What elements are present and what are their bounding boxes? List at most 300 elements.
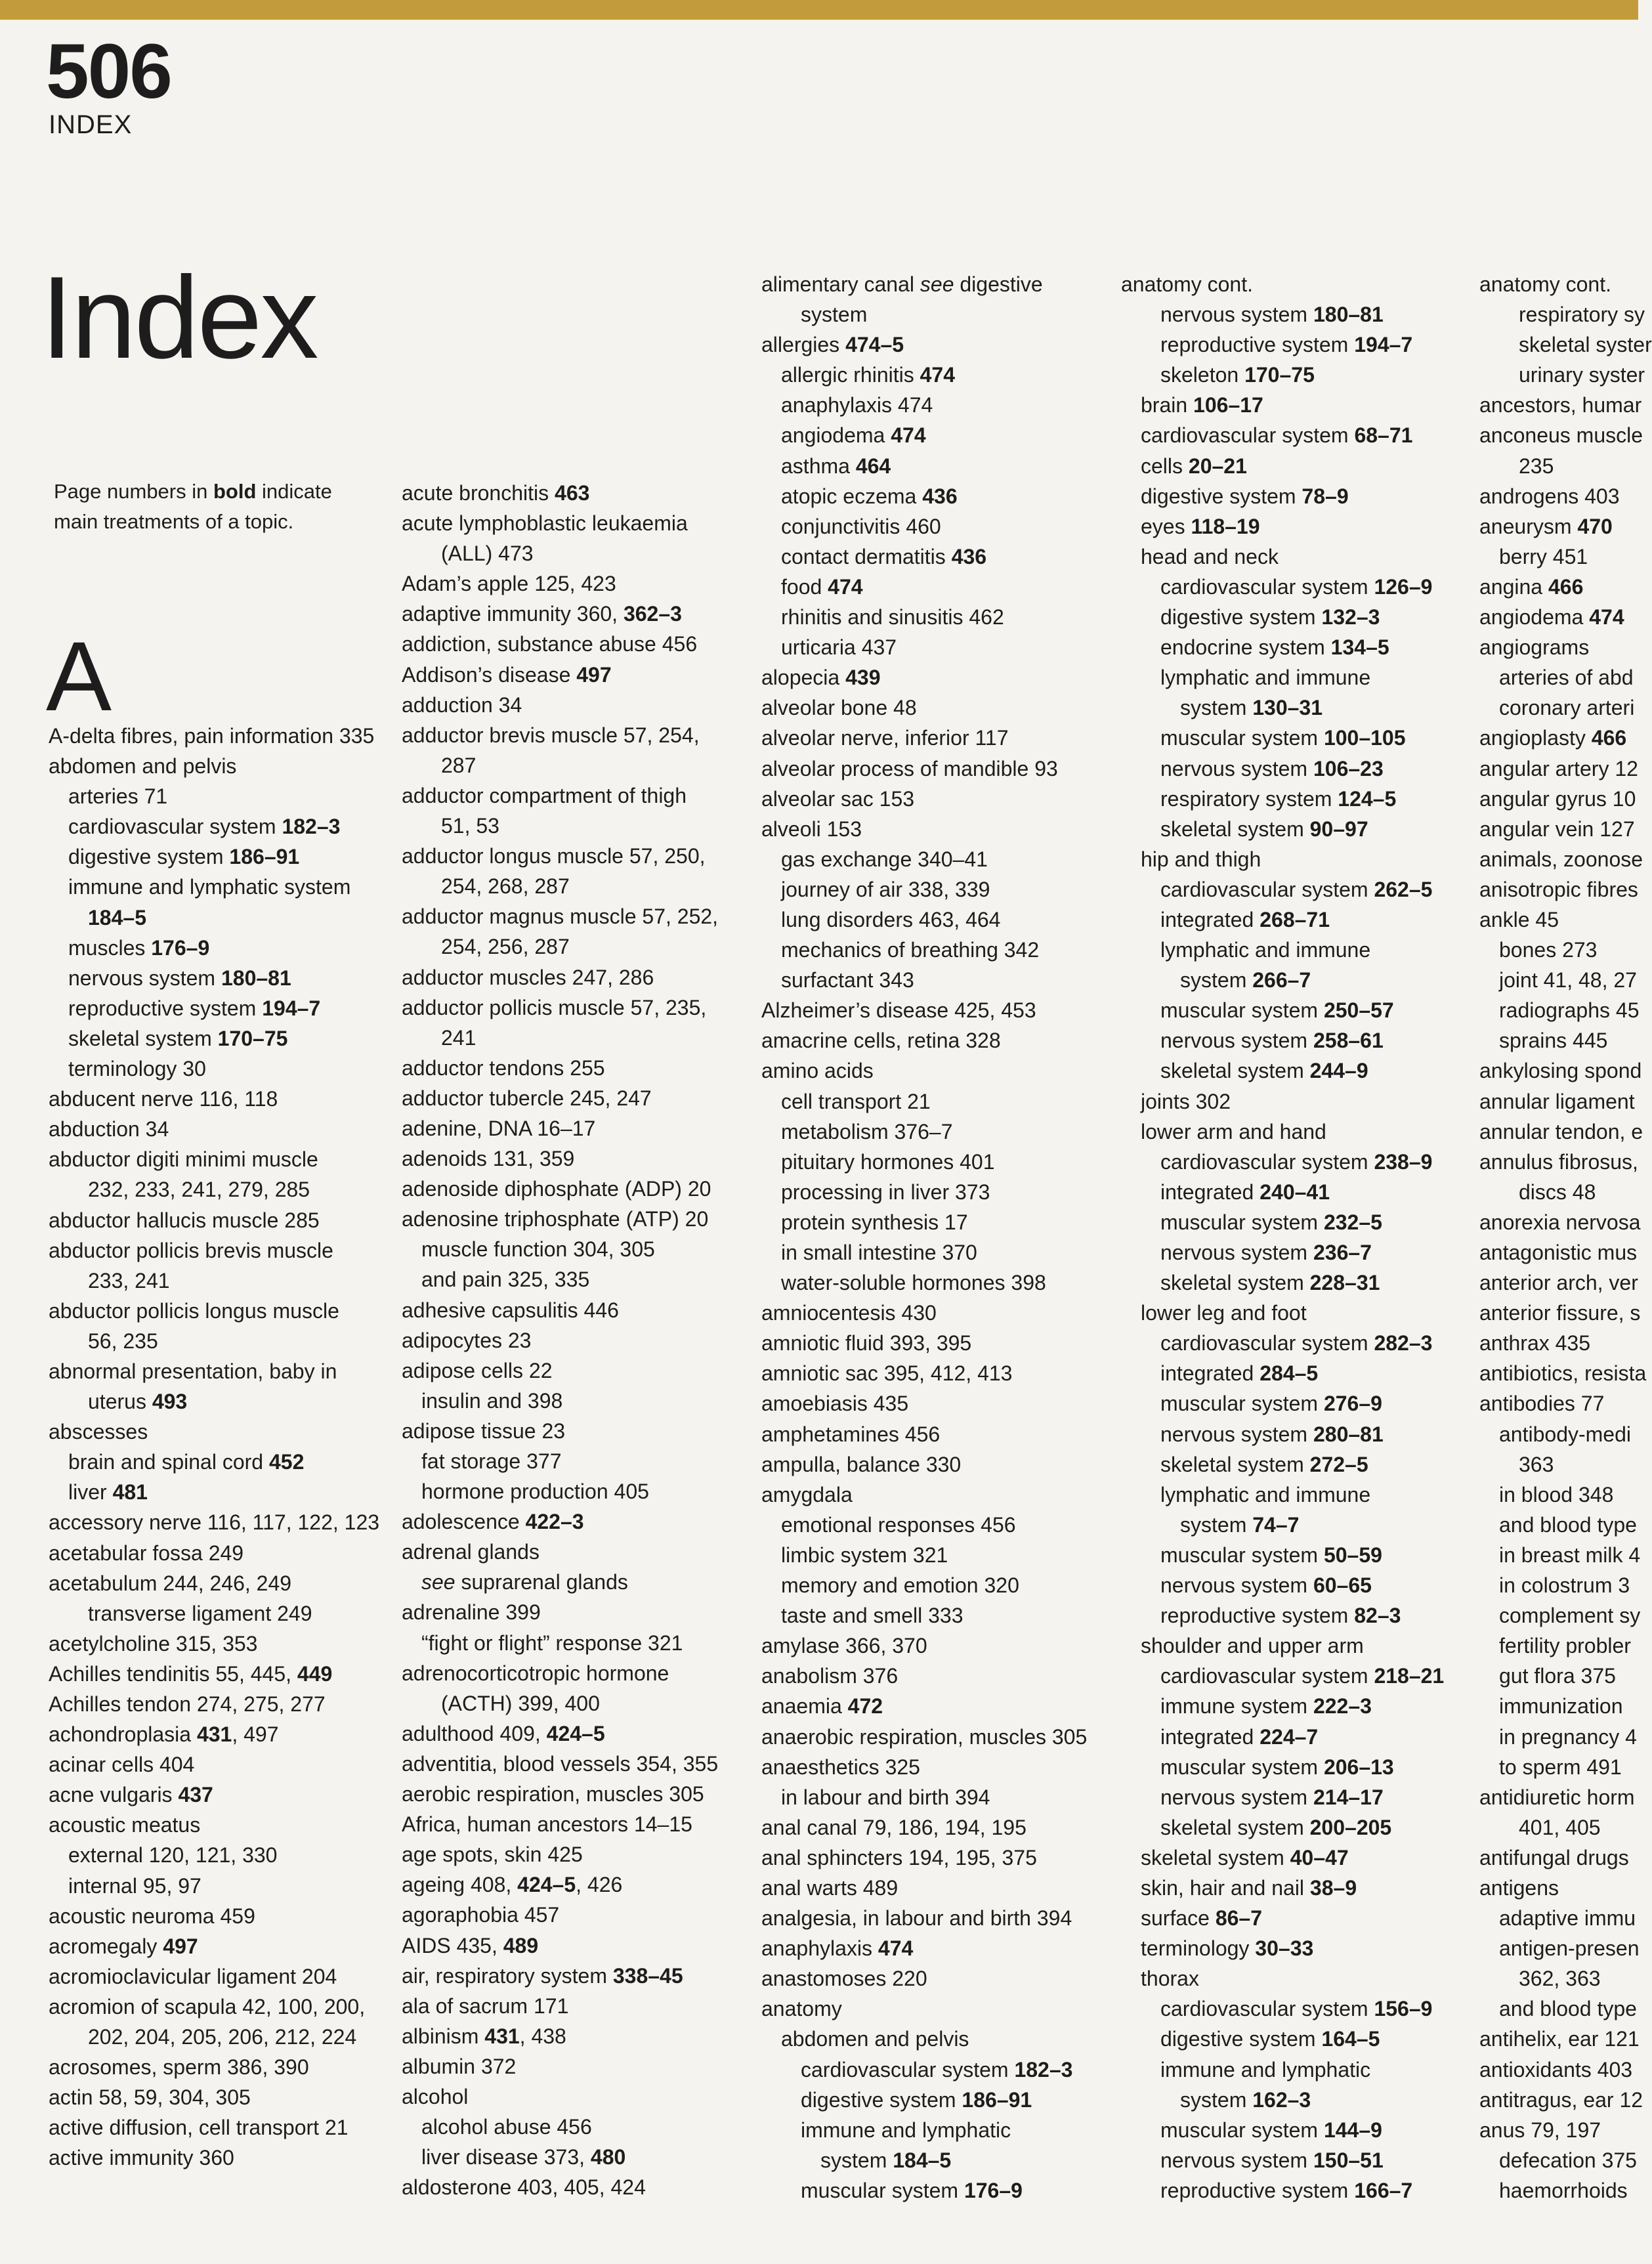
index-entry: water-soluble hormones 398 bbox=[781, 1271, 1046, 1295]
index-entry: actin 58, 59, 304, 305 bbox=[49, 2085, 251, 2110]
index-entry: anterior fissure, s bbox=[1479, 1301, 1641, 1325]
index-entry: muscular system 50–59 bbox=[1160, 1543, 1382, 1567]
index-entry: adductor brevis muscle 57, 254, bbox=[402, 723, 700, 747]
index-entry: adipose cells 22 bbox=[402, 1358, 553, 1382]
index-entry: abduction 34 bbox=[49, 1117, 169, 1142]
index-entry: brain and spinal cord 452 bbox=[68, 1450, 305, 1474]
index-entry: skeletal syster bbox=[1519, 333, 1652, 357]
index-entry: antibiotics, resista bbox=[1479, 1361, 1647, 1386]
index-entry: cardiovascular system 126–9 bbox=[1160, 574, 1433, 599]
index-entry: ankle 45 bbox=[1479, 907, 1559, 931]
index-entry: cardiovascular system 182–3 bbox=[801, 2057, 1073, 2082]
index-entry: memory and emotion 320 bbox=[781, 1573, 1019, 1598]
index-entry: aerobic respiration, muscles 305 bbox=[402, 1782, 704, 1806]
index-entry: discs 48 bbox=[1519, 1180, 1596, 1204]
index-column-4 bbox=[1121, 269, 1462, 2206]
index-entry: terminology 30 bbox=[68, 1057, 206, 1081]
index-entry: muscle function 304, 305 bbox=[421, 1237, 655, 1262]
index-entry: Africa, human ancestors 14–15 bbox=[402, 1812, 692, 1837]
index-entry: air, respiratory system 338–45 bbox=[402, 1963, 683, 1988]
index-entry: alimentary canal see digestive bbox=[761, 272, 1043, 296]
index-entry: angioplasty 466 bbox=[1479, 726, 1627, 750]
note-post: indicate main treatments of a topic. bbox=[54, 480, 332, 533]
index-entry: asthma 464 bbox=[781, 454, 891, 478]
index-entry: shoulder and upper arm bbox=[1141, 1634, 1364, 1658]
index-entry: anatomy cont. bbox=[1479, 272, 1611, 296]
index-entry: age spots, skin 425 bbox=[402, 1843, 583, 1867]
index-entry: journey of air 338, 339 bbox=[781, 877, 990, 901]
index-entry: berry 451 bbox=[1499, 544, 1588, 568]
index-entry: abductor pollicis brevis muscle bbox=[49, 1238, 333, 1262]
index-entry: cardiovascular system 68–71 bbox=[1141, 423, 1413, 448]
index-entry: albinism 431, 438 bbox=[402, 2024, 566, 2048]
index-entry: aneurysm 470 bbox=[1479, 514, 1613, 538]
index-entry: abductor hallucis muscle 285 bbox=[49, 1208, 320, 1232]
index-entry: adventitia, blood vessels 354, 355 bbox=[402, 1751, 719, 1776]
index-entry: (ALL) 473 bbox=[441, 542, 534, 566]
index-entry: adductor magnus muscle 57, 252, bbox=[402, 905, 719, 929]
index-entry: acne vulgaris 437 bbox=[49, 1783, 213, 1807]
index-entry: uterus 493 bbox=[88, 1390, 188, 1414]
index-entry: bones 273 bbox=[1499, 938, 1598, 962]
index-entry: nervous system 60–65 bbox=[1160, 1573, 1372, 1598]
index-entry: cells 20–21 bbox=[1141, 454, 1247, 478]
index-entry: atopic eczema 436 bbox=[781, 484, 958, 508]
index-entry: hormone production 405 bbox=[421, 1480, 649, 1504]
index-entry: lung disorders 463, 464 bbox=[781, 907, 1001, 931]
index-entry: anaemia 472 bbox=[761, 1694, 883, 1719]
index-entry: in labour and birth 394 bbox=[781, 1785, 990, 1809]
index-entry: acoustic neuroma 459 bbox=[49, 1904, 255, 1928]
index-entry: antifungal drugs bbox=[1479, 1845, 1629, 1869]
index-column-2 bbox=[402, 478, 743, 2202]
index-entry: adipose tissue 23 bbox=[402, 1419, 566, 1443]
index-entry: food 474 bbox=[781, 574, 863, 599]
index-entry: and blood type bbox=[1499, 1997, 1637, 2021]
index-entry: integrated 240–41 bbox=[1160, 1180, 1330, 1204]
index-entry: transverse ligament 249 bbox=[88, 1601, 312, 1625]
index-entry: conjunctivitis 460 bbox=[781, 514, 941, 538]
index-entry: digestive system 186–91 bbox=[801, 2087, 1032, 2112]
index-entry: muscular system 176–9 bbox=[801, 2178, 1023, 2202]
note-pre: Page numbers in bbox=[54, 480, 213, 503]
index-entry: terminology 30–33 bbox=[1141, 1936, 1314, 1961]
index-entry: angiodema 474 bbox=[781, 423, 926, 448]
index-entry: anthrax 435 bbox=[1479, 1331, 1591, 1356]
index-entry: lymphatic and immune bbox=[1160, 666, 1371, 690]
index-entry: 51, 53 bbox=[441, 814, 499, 838]
index-entry: “fight or flight” response 321 bbox=[421, 1631, 683, 1655]
index-entry: 254, 268, 287 bbox=[441, 874, 570, 899]
index-entry: muscular system 206–13 bbox=[1160, 1755, 1394, 1779]
index-entry: adductor tubercle 245, 247 bbox=[402, 1086, 652, 1110]
index-entry: integrated 284–5 bbox=[1160, 1361, 1319, 1386]
index-entry: cardiovascular system 218–21 bbox=[1160, 1664, 1445, 1688]
index-entry: digestive system 132–3 bbox=[1160, 605, 1380, 630]
index-entry: anal warts 489 bbox=[761, 1875, 899, 1900]
index-entry: analgesia, in labour and birth 394 bbox=[761, 1906, 1072, 1931]
index-entry: amphetamines 456 bbox=[761, 1422, 941, 1446]
index-entry: sprains 445 bbox=[1499, 1029, 1608, 1053]
index-entry: anabolism 376 bbox=[761, 1664, 899, 1688]
index-entry: muscles 176–9 bbox=[68, 935, 210, 960]
index-entry: Achilles tendinitis 55, 445, 449 bbox=[49, 1661, 333, 1686]
index-entry: eyes 118–19 bbox=[1141, 514, 1260, 538]
index-entry: amoebiasis 435 bbox=[761, 1392, 909, 1416]
index-entry: abdomen and pelvis bbox=[781, 2027, 969, 2051]
index-entry: rhinitis and sinusitis 462 bbox=[781, 605, 1004, 630]
index-entry: urinary syster bbox=[1519, 363, 1645, 387]
index-entry: lymphatic and immune bbox=[1160, 1482, 1371, 1506]
index-entry: (ACTH) 399, 400 bbox=[441, 1691, 600, 1715]
index-entry: muscular system 276–9 bbox=[1160, 1392, 1382, 1416]
note-bold: bold bbox=[213, 480, 257, 503]
index-entry: muscular system 250–57 bbox=[1160, 998, 1394, 1023]
index-entry: alveolar process of mandible 93 bbox=[761, 756, 1058, 780]
index-entry: system 162–3 bbox=[1180, 2087, 1311, 2112]
index-entry: endocrine system 134–5 bbox=[1160, 635, 1389, 660]
index-entry: annulus fibrosus, bbox=[1479, 1149, 1638, 1174]
index-entry: anatomy cont. bbox=[1121, 272, 1253, 296]
index-entry: skeletal system 228–31 bbox=[1160, 1271, 1380, 1295]
index-entry: Adam’s apple 125, 423 bbox=[402, 572, 616, 596]
index-entry: adductor tendons 255 bbox=[402, 1056, 605, 1080]
index-entry: nervous system 214–17 bbox=[1160, 1785, 1384, 1809]
index-entry: amino acids bbox=[761, 1059, 874, 1083]
index-entry: 241 bbox=[441, 1025, 477, 1050]
index-entry: nervous system 150–51 bbox=[1160, 2148, 1384, 2172]
index-entry: urticaria 437 bbox=[781, 635, 897, 660]
index-entry: skeletal system 40–47 bbox=[1141, 1845, 1349, 1869]
index-entry: abducent nerve 116, 118 bbox=[49, 1087, 278, 1111]
index-entry: acinar cells 404 bbox=[49, 1753, 195, 1777]
index-entry: surfactant 343 bbox=[781, 968, 914, 993]
index-entry: Addison’s disease 497 bbox=[402, 662, 612, 687]
index-entry: acetylcholine 315, 353 bbox=[49, 1631, 258, 1655]
index-entry: digestive system 164–5 bbox=[1160, 2027, 1380, 2051]
index-entry: cardiovascular system 282–3 bbox=[1160, 1331, 1433, 1356]
index-entry: nervous system 258–61 bbox=[1160, 1029, 1384, 1053]
index-entry: anastomoses 220 bbox=[761, 1967, 927, 1991]
index-entry: active diffusion, cell transport 21 bbox=[49, 2116, 349, 2140]
index-entry: abductor digiti minimi muscle bbox=[49, 1147, 318, 1172]
index-entry: amniotic sac 395, 412, 413 bbox=[761, 1361, 1013, 1386]
index-entry: immunization bbox=[1499, 1694, 1623, 1719]
index-entry: adrenal glands bbox=[402, 1540, 540, 1564]
index-entry: angular vein 127 bbox=[1479, 817, 1635, 841]
index-entry: alcohol abuse 456 bbox=[421, 2115, 592, 2139]
index-entry: addiction, substance abuse 456 bbox=[402, 632, 698, 656]
index-entry: emotional responses 456 bbox=[781, 1512, 1016, 1537]
index-entry: A-delta fibres, pain information 335 bbox=[49, 724, 375, 748]
index-entry: system 266–7 bbox=[1180, 968, 1311, 993]
index-entry: surface 86–7 bbox=[1141, 1906, 1263, 1931]
index-entry: acetabulum 244, 246, 249 bbox=[49, 1571, 292, 1595]
index-entry: immune system 222–3 bbox=[1160, 1694, 1372, 1719]
index-entry: cardiovascular system 238–9 bbox=[1160, 1149, 1433, 1174]
index-entry: lymphatic and immune bbox=[1160, 938, 1371, 962]
index-entry: thorax bbox=[1141, 1967, 1199, 1991]
index-entry: liver disease 373, 480 bbox=[421, 2145, 626, 2169]
index-entry: alopecia 439 bbox=[761, 666, 881, 690]
index-entry: acute lymphoblastic leukaemia bbox=[402, 511, 688, 536]
index-entry: ala of sacrum 171 bbox=[402, 1994, 569, 2018]
index-entry: ankylosing spond bbox=[1479, 1059, 1642, 1083]
index-entry: joint 41, 48, 27 bbox=[1499, 968, 1637, 993]
index-entry: immune and lymphatic bbox=[1160, 2057, 1371, 2082]
index-entry: in pregnancy 4 bbox=[1499, 1724, 1637, 1749]
section-letter: A bbox=[46, 621, 112, 731]
index-entry: in blood 348 bbox=[1499, 1482, 1614, 1506]
index-entry: acrosomes, sperm 386, 390 bbox=[49, 2055, 309, 2080]
top-color-bar bbox=[0, 0, 1638, 20]
index-entry: anaphylaxis 474 bbox=[781, 393, 933, 417]
index-entry: adduction 34 bbox=[402, 693, 522, 717]
index-entry: haemorrhoids bbox=[1499, 2178, 1628, 2202]
index-entry: nervous system 180–81 bbox=[1160, 303, 1384, 327]
index-entry: system bbox=[801, 303, 868, 327]
index-entry: accessory nerve 116, 117, 122, 123 bbox=[49, 1510, 380, 1535]
index-entry: anus 79, 197 bbox=[1479, 2118, 1601, 2142]
index-entry: digestive system 78–9 bbox=[1141, 484, 1349, 508]
index-entry: skeleton 170–75 bbox=[1160, 363, 1315, 387]
index-entry: adductor compartment of thigh bbox=[402, 783, 687, 807]
index-entry: protein synthesis 17 bbox=[781, 1210, 968, 1234]
index-entry: allergies 474–5 bbox=[761, 333, 904, 357]
index-entry: and blood type bbox=[1499, 1512, 1637, 1537]
index-entry: anorexia nervosa bbox=[1479, 1210, 1641, 1234]
index-entry: anal canal 79, 186, 194, 195 bbox=[761, 1815, 1027, 1839]
index-entry: taste and smell 333 bbox=[781, 1604, 964, 1628]
index-entry: insulin and 398 bbox=[421, 1388, 563, 1413]
index-entry: antibody-medi bbox=[1499, 1422, 1631, 1446]
index-entry: anisotropic fibres bbox=[1479, 877, 1638, 901]
index-entry: arteries 71 bbox=[68, 784, 168, 809]
index-entry: adductor pollicis muscle 57, 235, bbox=[402, 995, 707, 1019]
index-entry: albumin 372 bbox=[402, 2054, 517, 2078]
index-entry: anaesthetics 325 bbox=[761, 1755, 920, 1779]
index-entry: skeletal system 200–205 bbox=[1160, 1815, 1392, 1839]
index-entry: anaerobic respiration, muscles 305 bbox=[761, 1724, 1088, 1749]
index-entry: cardiovascular system 156–9 bbox=[1160, 1997, 1433, 2021]
index-entry: ageing 408, 424–5, 426 bbox=[402, 1873, 623, 1897]
index-entry: adrenaline 399 bbox=[402, 1600, 541, 1625]
index-entry: adhesive capsulitis 446 bbox=[402, 1298, 619, 1322]
index-entry: joints 302 bbox=[1141, 1089, 1231, 1113]
index-entry: angina 466 bbox=[1479, 574, 1584, 599]
index-entry: cardiovascular system 262–5 bbox=[1160, 877, 1433, 901]
index-entry: respiratory sy bbox=[1519, 303, 1645, 327]
index-entry: acromion of scapula 42, 100, 200, bbox=[49, 1994, 366, 2018]
page-title: Index bbox=[41, 252, 317, 383]
index-entry: antigens bbox=[1479, 1875, 1559, 1900]
index-entry: active immunity 360 bbox=[49, 2146, 234, 2170]
index-entry: integrated 224–7 bbox=[1160, 1724, 1319, 1749]
index-entry: nervous system 236–7 bbox=[1160, 1241, 1372, 1264]
index-entry: acetabular fossa 249 bbox=[49, 1541, 244, 1565]
index-entry: anatomy bbox=[761, 1997, 842, 2021]
index-entry: gut flora 375 bbox=[1499, 1664, 1616, 1688]
index-entry: gas exchange 340–41 bbox=[781, 847, 988, 871]
page-number: 506 bbox=[46, 28, 171, 115]
index-entry: processing in liver 373 bbox=[781, 1180, 990, 1204]
index-entry: in small intestine 370 bbox=[781, 1241, 977, 1264]
index-entry: mechanics of breathing 342 bbox=[781, 938, 1040, 962]
index-entry: adolescence 422–3 bbox=[402, 1510, 584, 1534]
index-entry: adenoside diphosphate (ADP) 20 bbox=[402, 1177, 711, 1201]
index-entry: 56, 235 bbox=[88, 1329, 158, 1353]
index-entry: skin, hair and nail 38–9 bbox=[1141, 1875, 1357, 1900]
index-entry: in colostrum 3 bbox=[1499, 1573, 1630, 1598]
index-entry: system 130–31 bbox=[1180, 696, 1323, 720]
index-entry: alveolar nerve, inferior 117 bbox=[761, 726, 1009, 750]
index-entry: 232, 233, 241, 279, 285 bbox=[88, 1178, 310, 1202]
index-entry: 362, 363 bbox=[1519, 1967, 1601, 1991]
index-entry: muscular system 100–105 bbox=[1160, 726, 1406, 750]
index-entry: amniocentesis 430 bbox=[761, 1301, 937, 1325]
index-entry: acoustic meatus bbox=[49, 1813, 201, 1837]
index-entry: radiographs 45 bbox=[1499, 998, 1640, 1023]
index-entry: cell transport 21 bbox=[781, 1089, 931, 1113]
index-entry: skeletal system 170–75 bbox=[68, 1026, 288, 1050]
index-entry: antitragus, ear 12 bbox=[1479, 2087, 1643, 2112]
index-entry: reproductive system 82–3 bbox=[1160, 1604, 1401, 1628]
index-entry: androgens 403 bbox=[1479, 484, 1620, 508]
index-entry: liver 481 bbox=[68, 1480, 148, 1505]
index-entry: annular ligament bbox=[1479, 1089, 1635, 1113]
index-entry: amniotic fluid 393, 395 bbox=[761, 1331, 972, 1356]
index-entry: in breast milk 4 bbox=[1499, 1543, 1641, 1567]
index-entry: muscular system 232–5 bbox=[1160, 1210, 1382, 1234]
index-entry: brain 106–17 bbox=[1141, 393, 1263, 417]
index-entry: internal 95, 97 bbox=[68, 1873, 201, 1898]
index-entry: anaphylaxis 474 bbox=[761, 1936, 914, 1961]
index-entry: lower arm and hand bbox=[1141, 1119, 1326, 1143]
index-entry: angular artery 12 bbox=[1479, 756, 1638, 780]
index-column-1 bbox=[49, 721, 390, 2173]
index-entry: 254, 256, 287 bbox=[441, 935, 570, 959]
index-entry: anterior arch, ver bbox=[1479, 1271, 1638, 1295]
index-entry: nervous system 106–23 bbox=[1160, 756, 1384, 780]
index-entry: cardiovascular system 182–3 bbox=[68, 815, 341, 839]
index-entry: adipocytes 23 bbox=[402, 1328, 532, 1352]
index-entry: skeletal system 272–5 bbox=[1160, 1452, 1368, 1476]
index-entry: nervous system 280–81 bbox=[1160, 1422, 1384, 1446]
index-entry: alveolar bone 48 bbox=[761, 696, 917, 720]
index-entry: annular tendon, e bbox=[1479, 1119, 1643, 1143]
index-entry: arteries of abd bbox=[1499, 666, 1634, 690]
index-entry: 184–5 bbox=[88, 905, 146, 929]
index-entry: system 74–7 bbox=[1180, 1512, 1300, 1537]
index-entry: fat storage 377 bbox=[421, 1449, 562, 1473]
index-entry: antibodies 77 bbox=[1479, 1392, 1605, 1416]
index-entry: alveoli 153 bbox=[761, 817, 862, 841]
index-entry: amygdala bbox=[761, 1482, 853, 1506]
index-entry: acromegaly 497 bbox=[49, 1934, 198, 1958]
index-entry: nervous system 180–81 bbox=[68, 966, 291, 990]
index-entry: abnormal presentation, baby in bbox=[49, 1359, 337, 1383]
index-entry: alcohol bbox=[402, 2084, 469, 2108]
index-entry: ampulla, balance 330 bbox=[761, 1452, 962, 1476]
index-entry: AIDS 435, 489 bbox=[402, 1933, 539, 1957]
index-entry: adenosine triphosphate (ATP) 20 bbox=[402, 1207, 709, 1231]
index-entry: pituitary hormones 401 bbox=[781, 1149, 995, 1174]
index-entry: abductor pollicis longus muscle bbox=[49, 1298, 339, 1323]
index-entry: anconeus muscle bbox=[1479, 423, 1643, 448]
index-column-3 bbox=[761, 269, 1103, 2206]
index-entry: lower leg and foot bbox=[1141, 1301, 1307, 1325]
index-entry: antioxidants 403 bbox=[1479, 2057, 1633, 2082]
index-entry: hip and thigh bbox=[1141, 847, 1261, 871]
index-entry: achondroplasia 431, 497 bbox=[49, 1722, 279, 1747]
index-entry: aldosterone 403, 405, 424 bbox=[402, 2175, 646, 2200]
index-entry: respiratory system 124–5 bbox=[1160, 786, 1397, 811]
index-entry: ancestors, humar bbox=[1479, 393, 1642, 417]
index-entry: 202, 204, 205, 206, 212, 224 bbox=[88, 2025, 357, 2049]
index-entry: adrenocorticotropic hormone bbox=[402, 1661, 669, 1685]
index-entry: acute bronchitis 463 bbox=[402, 481, 590, 505]
index-entry: to sperm 491 bbox=[1499, 1755, 1622, 1779]
index-entry: metabolism 376–7 bbox=[781, 1119, 953, 1143]
index-entry: digestive system 186–91 bbox=[68, 845, 300, 869]
index-entry: integrated 268–71 bbox=[1160, 907, 1330, 931]
index-entry: angiodema 474 bbox=[1479, 605, 1624, 630]
index-entry: antihelix, ear 121 bbox=[1479, 2027, 1640, 2051]
index-entry: abdomen and pelvis bbox=[49, 754, 237, 779]
index-entry: adulthood 409, 424–5 bbox=[402, 1721, 605, 1745]
index-entry: 401, 405 bbox=[1519, 1815, 1601, 1839]
index-entry: external 120, 121, 330 bbox=[68, 1843, 278, 1868]
index-entry: adductor muscles 247, 286 bbox=[402, 965, 654, 989]
index-entry: amylase 366, 370 bbox=[761, 1634, 927, 1658]
index-entry: amacrine cells, retina 328 bbox=[761, 1029, 1001, 1053]
index-entry: adenoids 131, 359 bbox=[402, 1147, 575, 1171]
index-entry: 363 bbox=[1519, 1452, 1554, 1476]
index-entry: Alzheimer’s disease 425, 453 bbox=[761, 998, 1036, 1023]
index-column-5 bbox=[1479, 269, 1652, 2206]
index-entry: anal sphincters 194, 195, 375 bbox=[761, 1845, 1037, 1869]
section-label: INDEX bbox=[49, 110, 133, 139]
index-entry: muscular system 144–9 bbox=[1160, 2118, 1382, 2142]
bold-note bbox=[54, 477, 356, 537]
index-entry: alveolar sac 153 bbox=[761, 786, 915, 811]
index-entry: antigen-presen bbox=[1499, 1936, 1640, 1961]
index-entry: 235 bbox=[1519, 454, 1554, 478]
index-entry: adaptive immu bbox=[1499, 1906, 1636, 1931]
index-entry: immune and lymphatic bbox=[801, 2118, 1011, 2142]
index-entry: limbic system 321 bbox=[781, 1543, 948, 1567]
index-entry: reproductive system 166–7 bbox=[1160, 2178, 1413, 2202]
index-entry: antidiuretic horm bbox=[1479, 1785, 1635, 1809]
index-entry: defecation 375 bbox=[1499, 2148, 1637, 2172]
index-entry: skeletal system 244–9 bbox=[1160, 1059, 1368, 1083]
index-entry: adductor longus muscle 57, 250, bbox=[402, 844, 706, 868]
index-entry: 233, 241 bbox=[88, 1268, 170, 1292]
index-entry: abscesses bbox=[49, 1420, 148, 1444]
index-entry: and pain 325, 335 bbox=[421, 1268, 590, 1292]
index-entry: acromioclavicular ligament 204 bbox=[49, 1964, 337, 1988]
index-entry: animals, zoonose bbox=[1479, 847, 1643, 871]
index-entry: agoraphobia 457 bbox=[402, 1903, 560, 1927]
index-entry: allergic rhinitis 474 bbox=[781, 363, 956, 387]
index-entry: angular gyrus 10 bbox=[1479, 786, 1636, 811]
index-entry: contact dermatitis 436 bbox=[781, 544, 987, 568]
index-entry: angiograms bbox=[1479, 635, 1590, 660]
index-entry: system 184–5 bbox=[820, 2148, 952, 2172]
index-entry: skeletal system 90–97 bbox=[1160, 817, 1368, 841]
index-entry: antagonistic mus bbox=[1479, 1241, 1638, 1264]
index-entry: complement sy bbox=[1499, 1604, 1641, 1628]
